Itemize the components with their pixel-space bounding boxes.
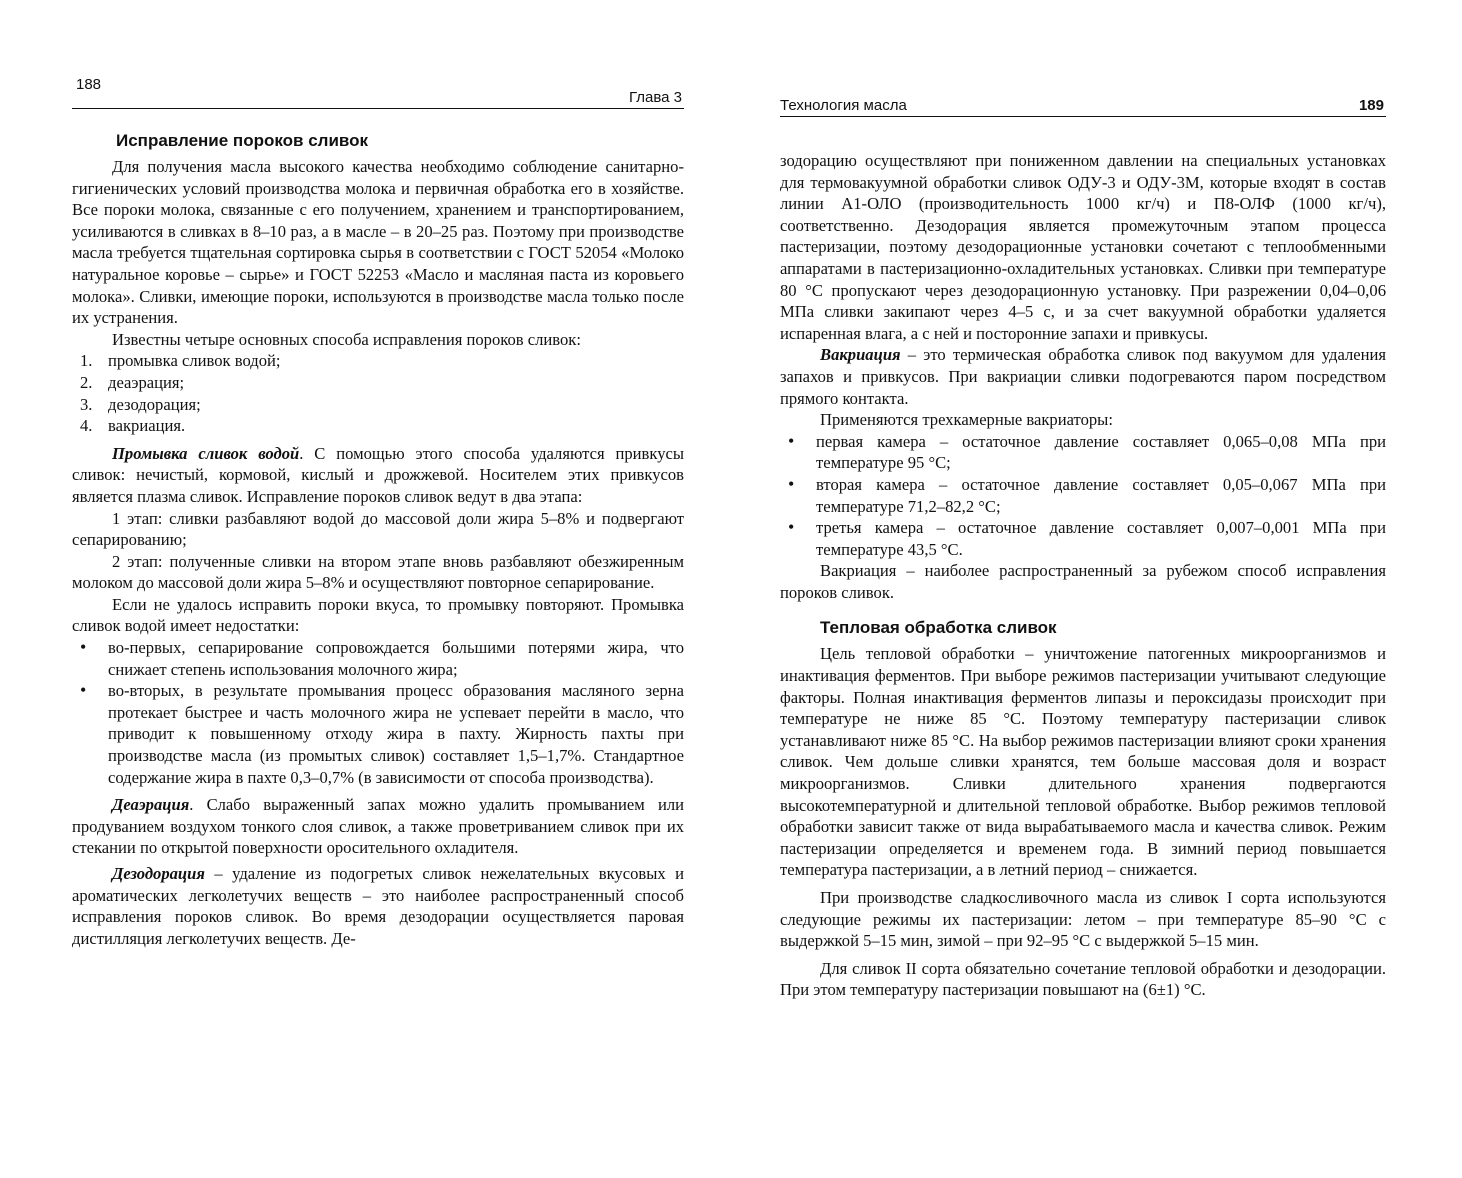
list-item (72, 350, 684, 372)
right-page-number: 189 (1358, 97, 1384, 114)
paragraph-sweet-cream: При производстве сладкосливочного масла из сливок I сорта используются следующие режимы их пастеризации: летом – при температуре 85–90 °С с выдержкой 5–15 мин, зимой – при 92–95 °С с выдержкой 5–15 мин. (780, 888, 1386, 951)
left-page-number: 188 (76, 76, 102, 93)
paragraph-repeat: Если не удалось исправить пороки вкуса, то промывку повторяют. Промывка сливок водой имеет недостатки: (72, 594, 684, 636)
left-running-head (72, 76, 684, 109)
list-item (72, 415, 684, 437)
chambers-list (780, 431, 1386, 561)
wash-text: . С помощью этого способа удаляются привкусы сливок: нечистый, кормовой, кислый и дрожжевой. Носителем этих привкусов является плазма сливок. Исправление пороков сливок ведут в два этапа: (72, 443, 685, 506)
section-title-heat: Тепловая обработка сливок (820, 618, 1057, 638)
deodoration-lead-term: Дезодорация (112, 864, 205, 883)
methods-list (72, 350, 684, 436)
bullet-icon: • (80, 637, 87, 658)
list-item (72, 637, 684, 680)
list-item (780, 431, 1386, 474)
list-item-text: во-вторых, в результате промывания процесс образования масляного зерна протекает быстрее и часть молочного жира не успевает перейти в масло, что приводит к повышенному отходу жира в пахту. Жирность пахты при производстве масла (из промытых сливок) составляет 1,5–1,7%. Стандартное содержание жира в пахте 0,3–0,7% (в зависимости от способа производства). (108, 681, 684, 787)
deaeration-lead-term: Деаэрация (112, 795, 190, 815)
right-running-title: Технология масла (780, 97, 907, 114)
bullet-icon: • (80, 680, 87, 701)
list-item (72, 394, 684, 416)
list-number: 3. (80, 394, 93, 414)
right-page-body (780, 150, 1386, 1001)
list-number: 2. (80, 372, 93, 392)
list-item-text: третья камера – остаточное давление составляет 0,007–0,001 МПа при температуре 43,5 °С. (816, 518, 1386, 559)
paragraph-vacreation (780, 344, 1386, 409)
list-number: 1. (80, 351, 93, 371)
right-page (780, 0, 1386, 1000)
paragraph-heat: Цель тепловой обработки – уничтожение патогенных микроорганизмов и инактивация ферментов. При выборе режимов пастеризации учитывают следующие факторы. Полная инактивация ферментов липазы и пероксидазы происходит при температуре не ниже 85 °С. Поэтому температуру пастеризации сливок устанавливают ниже 85 °С. На выбор режимов пастеризации влияют сроки хранения сливок. Чем дольше сливки хранятся, тем больше массовая доля и возраст микроорганизмов. Сливки длительного хранения подвергаются высокотемпературной и длительной тепловой обработке. Выбор режимов тепловой обработки зависит также от вида вырабатываемого масла и качества сливок. Режим пастеризации определяется и временем года. В зимний период повышается температура пастеризации, а в летний период – снижается. (780, 644, 1386, 880)
paragraph-methods-intro: Известны четыре основных способа исправления пороков сливок: (112, 329, 581, 349)
right-running-head (780, 92, 1386, 117)
list-item-text: вторая камера – остаточное давление составляет 0,05–0,067 МПа при температуре 71,2–82,2 °С; (816, 474, 1386, 516)
bullet-icon: • (788, 517, 795, 538)
paragraph-intro: Для получения масла высокого качества необходимо соблюдение санитарно-гигиенических условий производства молока и первичная обработка его в хозяйстве. Все пороки молока, связанные с его получением, хранением и транспортированием, усиливаются в сливках в 8–10 раз, а в масле – в 20–25 раз. Поэтому при производстве масла требуется тщательная сортировка сырья в соответствии с ГОСТ 52054 «Молоко натуральное коровье – сырье» и ГОСТ 52253 «Масло и масляная паста из коровьего молока». Сливки, имеющие пороки, используются в производстве масла только после их устранения. (72, 157, 684, 328)
bullet-icon: • (788, 430, 795, 451)
list-item (72, 372, 684, 394)
paragraph-stage-1: 1 этап: сливки разбавляют водой до массовой доли жира 5–8% и подвергают сепарированию; (72, 508, 684, 550)
paragraph-grade-2: Для сливок II сорта обязательно сочетание тепловой обработки и дезодорации. При этом температуру пастеризации повышают на (6±1) °С. (780, 958, 1386, 1000)
bullet-icon: • (788, 473, 795, 494)
left-running-title: Глава 3 (628, 89, 682, 106)
drawbacks-list (72, 637, 684, 788)
list-item-text: дезодорация; (108, 394, 201, 414)
paragraph-vacreation-common: Вакриация – наиболее распространенный за рубежом способ исправления пороков сливок. (780, 561, 1386, 602)
list-item (72, 680, 684, 788)
paragraph-deaeration (72, 794, 684, 859)
deodoration-text: – удаление из подогретых сливок нежелательных вкусовых и ароматических легколетучих веществ – это наиболее распространенный способ исправления пороков сливок. Во время дезодорации осуществляется паровая дистилляция легколетучих веществ. Де- (72, 864, 684, 948)
list-item-text: вакриация. (108, 416, 186, 436)
vacreation-lead-term: Вакриация (820, 345, 901, 365)
list-item-text: деаэрация; (108, 372, 185, 392)
vacreation-text: – это термическая обработка сливок под вакуумом для удаления запахов и привкусов. При вакриации сливки подогреваются паром посредством прямого контакта. (780, 345, 1386, 408)
paragraph-deodoration-cont: зодорацию осуществляют при пониженном давлении на специальных установках для термовакуумной обработки сливок ОДУ-3 и ОДУ-3М, которые входят в состав линии А1-ОЛО (производительность 1000 кг/ч) и П8-ОЛФ (1000 кг/ч), соответственно. Дезодорация является промежуточным этапом процесса пастеризации, поэтому дезодорационные установки сочетают с теплообменными аппаратами в пастеризационно-охладительных установках. Сливки при температуре 80 °С пропускают через дезодорационную установку. При разрежении 0,04–0,06 МПа сливки закипают через 4–5 с, и за счет вакуумной обработки удаляется испаренная влага, а с ней и посторонние запахи и привкусы. (780, 151, 1386, 343)
deaeration-text: . Слабо выраженный запах можно удалить промыванием или продуванием воздухом тонкого слоя сливок, а также проветриванием сливок при их стекании по открытой поверхности оросительного охладителя. (72, 795, 684, 858)
paragraph-wash (72, 443, 684, 508)
list-item-text: во-первых, сепарирование сопровождается большими потерями жира, что снижает степень использования молочного жира; (108, 638, 684, 679)
list-item (780, 517, 1386, 560)
list-item-text: промывка сливок водой; (108, 351, 281, 371)
paragraph-deodoration (72, 863, 684, 949)
list-item-text: первая камера – остаточное давление составляет 0,065–0,08 МПа при температуре 95 °С; (816, 431, 1386, 473)
paragraph-stage-2: 2 этап: полученные сливки на втором этапе вновь разбавляют обезжиренным молоком до массовой доли жира 5–8% и осуществляют повторное сепарирование. (72, 551, 684, 593)
list-number: 4. (80, 416, 93, 436)
left-page-body (72, 130, 684, 949)
left-page (72, 0, 685, 948)
section-title-defects: Исправление пороков сливок (116, 131, 369, 150)
list-item (780, 474, 1386, 517)
paragraph-chambers-intro: Применяются трехкамерные вакриаторы: (820, 410, 1113, 430)
wash-lead-term: Промывка сливок водой (112, 443, 300, 463)
